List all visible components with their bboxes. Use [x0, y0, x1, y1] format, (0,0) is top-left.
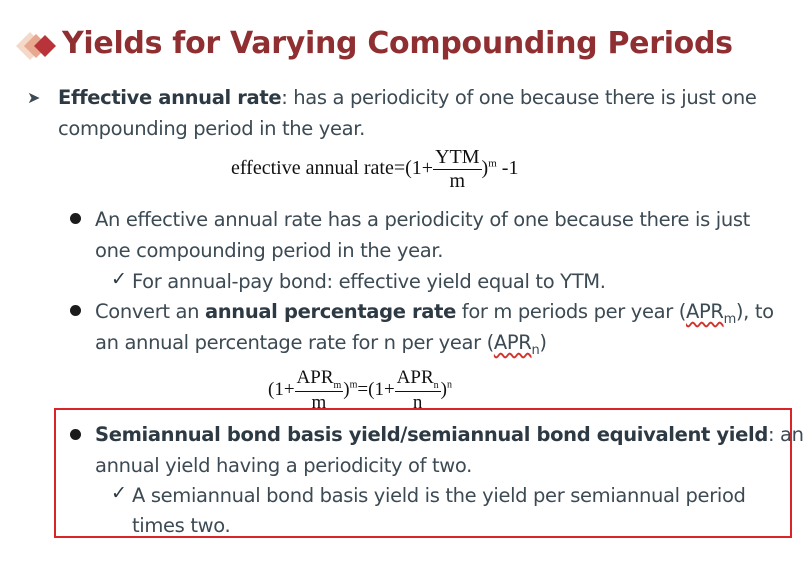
term-annual-percentage-rate: annual percentage rate [204, 300, 456, 323]
check-semiannual-line1: A semiannual bond basis yield is the yield per semiannual period [132, 484, 746, 507]
apr-m-fraction: $\frac{APR_m}{m}$ [296, 367, 342, 413]
term-semiannual-bond-basis-yield: Semiannual bond basis yield/semiannual bond equivalent yield [95, 423, 768, 446]
slide-title: Yields for Varying Compounding Periods [62, 26, 733, 61]
sub3-line2: annual yield having a periodicity of two. [95, 454, 472, 477]
checkmark-icon: ✓ [111, 483, 127, 504]
bullet-effective-annual-rate: Effective annual rate: has a periodicity of one because there is just one [58, 86, 757, 109]
dot-bullet-icon [70, 429, 81, 440]
arrow-bullet-icon: ➤ [27, 90, 41, 107]
effective-annual-rate-formula: effective annual rate=(1+ $\frac{\text{YTM}}{m}$ )$^m$ -1 [231, 146, 519, 192]
check-annual-pay-bond: For annual-pay bond: effective yield equal to YTM. [132, 270, 606, 293]
ytm-fraction: $\frac{\text{YTM}}{m}$ [435, 146, 480, 192]
diamond-logo-icon [0, 24, 62, 68]
sub2-line2: an annual percentage rate for n per year $(APR_n)$ [95, 331, 547, 358]
term-effective-annual-rate: Effective annual rate [58, 86, 282, 109]
apr-conversion-formula: (1+ $\frac{APR_m}{m}$ )$^m$=(1+ $\frac{APR_n}{n}$ )$^n$ [268, 367, 452, 413]
dot-bullet-icon [70, 305, 81, 316]
check-semiannual-line2: times two. [132, 514, 231, 537]
sub1-line2: one compounding period in the year. [95, 239, 444, 262]
apr-m-term: $APR_m$ [685, 300, 736, 327]
sub2-line1: Convert an annual percentage rate for m periods per year $(APR_m)$, to [95, 300, 774, 327]
sub3-line1: Semiannual bond basis yield/semiannual bond equivalent yield: an [95, 423, 804, 446]
sub1-line1: An effective annual rate has a periodicity of one because there is just [95, 208, 750, 231]
bullet1-line2: compounding period in the year. [58, 117, 365, 140]
dot-bullet-icon [70, 213, 81, 224]
apr-n-fraction: $\frac{APR_n}{n}$ [396, 367, 439, 413]
apr-n-term: $APR_n$ [493, 331, 540, 358]
checkmark-icon: ✓ [111, 269, 127, 290]
